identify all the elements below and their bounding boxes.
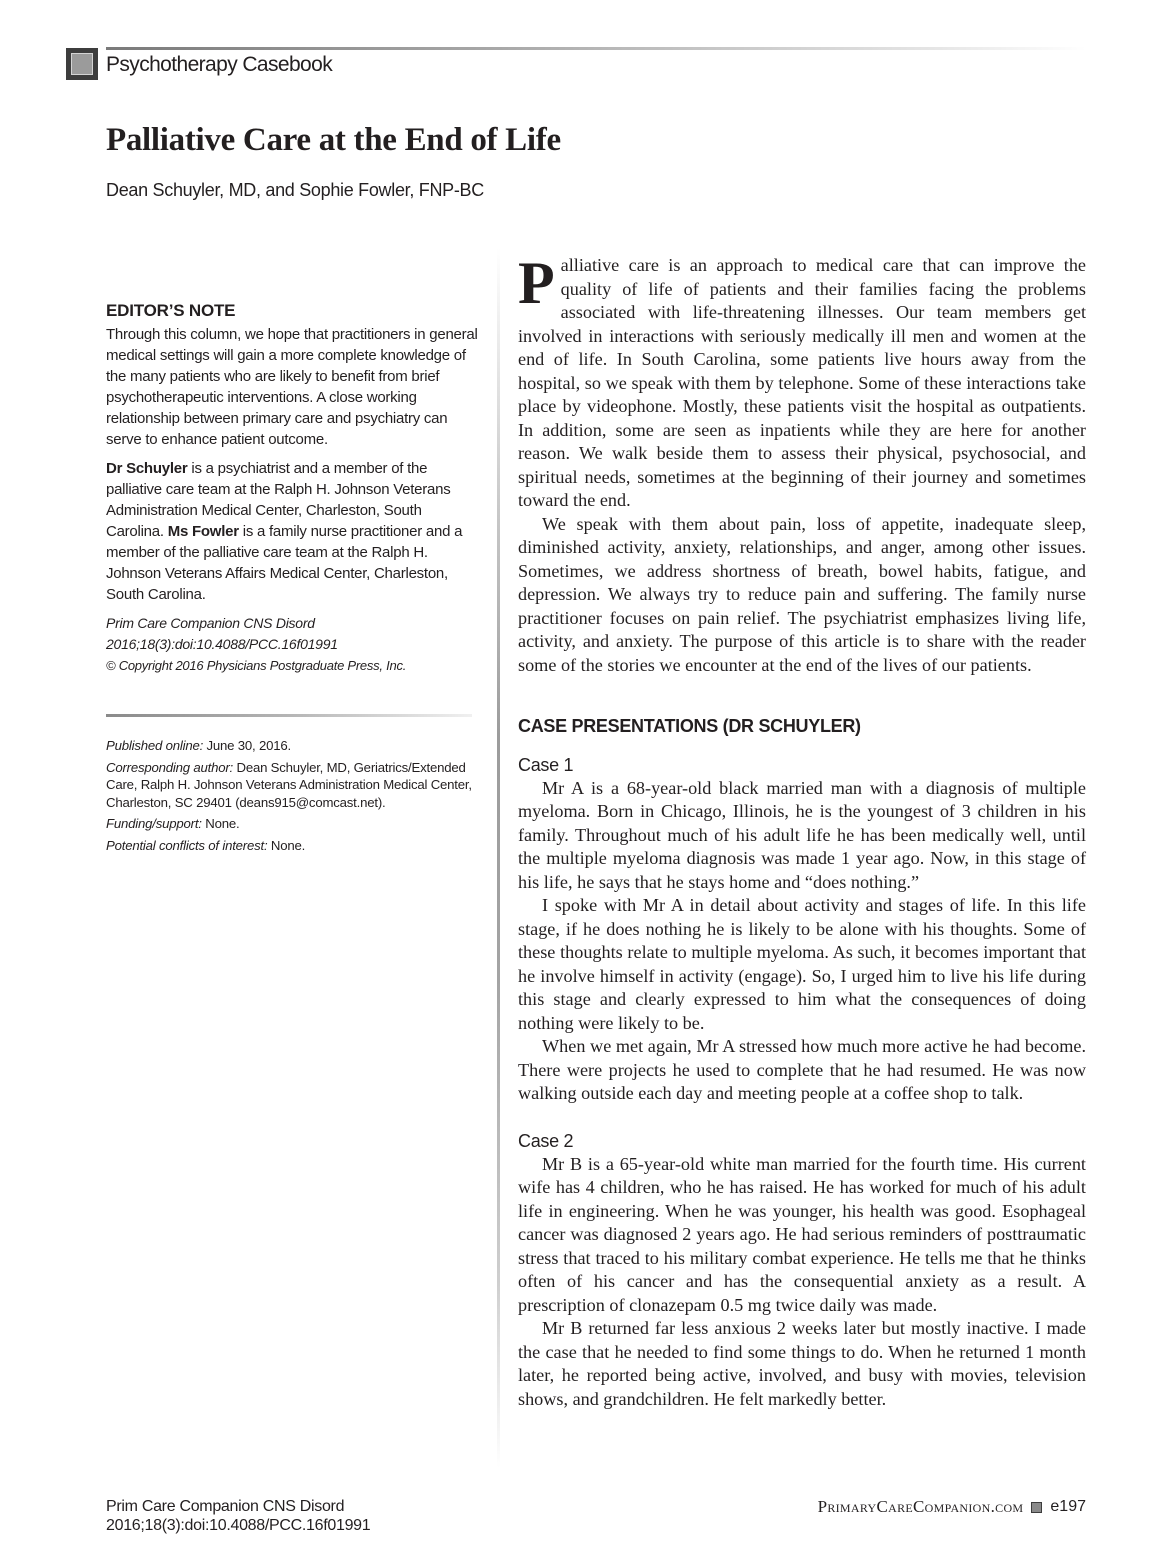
funding-label: Funding/support: [106,816,202,831]
case-2-heading: Case 2 [518,1130,574,1151]
citation [106,613,481,676]
funding-support [106,815,481,833]
case-1-paragraph: When we met again, Mr A stressed how much more active he had become. There were projects he used to complete that he had resumed. He was now walking outside each day and meeting people at a coffee shop to talk. [518,1036,1086,1103]
section-heading-case-presentations: CASE PRESENTATIONS (DR SCHUYLER) [518,716,861,736]
conflicts-value: None. [267,837,306,853]
article-authors: Dean Schuyler, MD, and Sophie Fowler, FNP-BC [106,180,484,200]
sidebar [106,300,481,676]
case-1-paragraph: Mr A is a 68-year-old black married man with a diagnosis of multiple myeloma. Born in Chicago, Illinois, he is the youngest of 3 children in his family. Throughout much of his adult life he has been medically well, until the multiple myeloma diagnosis was made 1 year ago. Now, in this stage of his life, he says that he stays home and “does nothing.” [518,777,1086,892]
citation-journal: Prim Care Companion CNS Disord [106,615,315,631]
bio-text-schuyler: is a psychiatrist and a member of the palliative care team at the Ralph H. Johnson Veterans Administration Medical Center, Charleston, South Carolina. [106,460,451,540]
drop-cap: P [518,250,555,316]
page-number: e197 [1050,1498,1086,1515]
sidebar-divider [106,714,472,717]
bio-name-fowler: Ms Fowler [167,523,239,540]
case-1-paragraph: I spoke with Mr A in detail about activity and stages of life. In this life stage, if he does nothing he is likely to be alone with his thoughts. Some of these thoughts relate to multiple myeloma. As such, it becomes important that he involve himself in activity (engage). So, I urged him to live his life during this stage and clearly expressed to him what the consequences of doing nothing were likely to be. [518,895,1086,1033]
published-online [106,737,481,755]
footer-doi: 2016;18(3):doi:10.4088/PCC.16f01991 [106,1517,371,1534]
corresponding-author [106,759,481,812]
bio-text-fowler: is a family nurse practitioner and a member of the palliative care team at the Ralph H. Johnson Veterans Affairs Medical Center, Charleston, South Carolina. [106,523,463,603]
intro-paragraph-2: We speak with them about pain, loss of appetite, inadequate sleep, diminished activity, anxiety, relationships, and anger, among other issues. Sometimes, we address shortness of breath, bowel habits, fatigue, and depression. We always try to reduce pain and suffering. The family nurse practitioner focuses on pain relief. The psychiatrist emphasizes living life, activity, and anxiety. The purpose of this article is to share with the reader some of the stories we encounter at the end of the lives of our patients. [518,513,1086,675]
column-divider [497,248,500,1468]
editors-note-heading: EDITOR’S NOTE [106,301,236,320]
footer-journal: Prim Care Companion CNS Disord [106,1498,345,1515]
article-body [518,250,1086,1411]
article-title: Palliative Care at the End of Life [106,122,561,158]
conflicts-label: Potential conflicts of interest: [106,837,268,853]
published-value: June 30, 2016. [203,738,291,753]
article-meta [106,737,481,858]
section-square-icon [66,48,98,80]
conflicts-of-interest [106,837,481,855]
case-2-paragraph: Mr B returned far less anxious 2 weeks later but mostly inactive. I made the case that he needed to find some things to do. When he returned 1 month later, he reported being active, involved, and busy with movies, television shows, and grandchildren. He felt markedly better. [518,1318,1086,1409]
case-1-heading: Case 1 [518,754,574,775]
footer-citation [106,1497,370,1535]
intro-paragraph-1 [518,250,1086,513]
funding-value: None. [201,816,240,831]
copyright: © Copyright 2016 Physicians Postgraduate Press, Inc. [106,658,407,673]
header-rule [106,47,1086,50]
corresponding-label: Corresponding author: [106,759,234,775]
editors-note-text: Through this column, we hope that practitioners in general medical settings will gain a more complete knowledge of the many patients who are likely to benefit from brief psychotherapeutic interventions. A close working relationship between primary care and psychiatry can serve to enhance patient outcome. [106,326,478,448]
footer-square-icon [1031,1502,1042,1513]
corresponding-value: Dean Schuyler, MD, Geriatrics/Extended Care, Ralph H. Johnson Veterans Administration Medical Center, Charleston, SC 29401 (deans915@comcast.net). [106,759,472,810]
case-2-paragraph: Mr B is a 65-year-old white man married for the fourth time. His current wife has 4 children, who he has raised. He has worked for much of his adult life in engineering. When he was younger, his health was good. Esophageal cancer was diagnosed 2 years ago. He had serious reminders of posttraumatic stress that traced to his military combat experience. He tells me that he thinks often of his cancer and has the consequential anxiety as a result. A prescription of clonazepam 0.5 mg twice daily was made. [518,1153,1086,1315]
section-label: Psychotherapy Casebook [106,53,333,76]
footer-site-link[interactable]: PrimaryCareCompanion.com [817,1497,1024,1516]
author-bio [106,458,481,605]
published-label: Published online: [106,738,204,753]
citation-doi: 2016;18(3):doi:10.4088/PCC.16f01991 [106,636,338,652]
footer-right [818,1497,1086,1517]
bio-name-schuyler: Dr Schuyler [106,460,188,477]
intro-paragraph-1-text: alliative care is an approach to medical care that can improve the quality of life of patients and their families facing the problems associated with life-threatening illnesses. Our team members get involved in interactions with seriously medically ill men and women at the end of life. In South Carolina, some patients live hours away from the hospital, so we speak with them by telephone. Some of these interactions take place by videophone. Mostly, these patients visit the hospital as outpatients. In addition, some are seen as inpatients while they are here for another reason. We walk beside them to assess their physical, psychosocial, and spiritual needs, sometimes at the beginning of their journey and sometimes toward the end. [518,255,1086,510]
